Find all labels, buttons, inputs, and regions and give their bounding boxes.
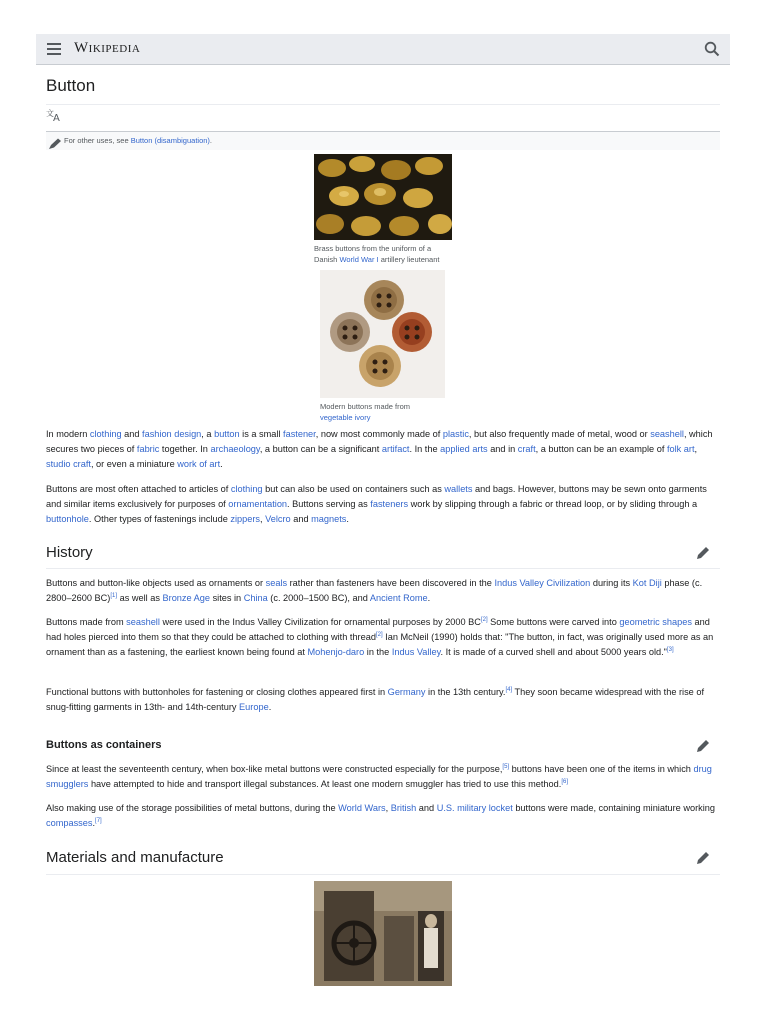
paragraph-text: phase (c. 2800–2600 BC) [46, 578, 703, 604]
wikipedia-wordmark[interactable]: Wikipedia [74, 40, 141, 56]
history-paragraph-3 [46, 685, 716, 715]
paragraph-text: is a small [239, 429, 284, 439]
inline-link[interactable]: ornamentation [228, 499, 288, 510]
paragraph-text: , or even a miniature [90, 459, 178, 470]
paragraph-text: (c. 2000–1500 BC), and [267, 593, 370, 604]
hatnote-end: . [209, 136, 213, 145]
caption-link[interactable]: World War I [339, 255, 379, 264]
inline-link[interactable]: clothing [89, 429, 122, 439]
paragraph-text: Since at least the seventeenth century, when box-like metal buttons were constructed especially for the purpose, [46, 764, 503, 774]
inline-link[interactable]: buttonhole [46, 514, 89, 525]
factory-photo-image[interactable] [314, 881, 452, 986]
paragraph-text: Buttons and button-like objects used as ornaments or [46, 578, 266, 588]
inline-link[interactable]: Indus Valley [391, 647, 441, 658]
inline-link[interactable]: fastener [283, 429, 316, 439]
paragraph-text: sites in [210, 593, 244, 604]
inline-link[interactable]: zippers [230, 514, 261, 525]
brass-buttons-image[interactable] [314, 154, 452, 240]
caption-text: Brass buttons from the uniform of a Danish [314, 244, 432, 264]
inline-link[interactable]: seals [265, 578, 288, 588]
citation-link[interactable]: [6] [561, 779, 568, 786]
paragraph-text: together. In [159, 444, 211, 455]
inline-link[interactable]: wallets [444, 484, 473, 494]
paragraph-text: . [220, 459, 223, 470]
inline-link[interactable]: Indus Valley Civilization [494, 578, 591, 588]
paragraph-text: . [427, 593, 431, 604]
citation-link[interactable]: [2] [375, 632, 383, 639]
inline-link[interactable]: seashell [650, 429, 684, 439]
inline-link[interactable]: British [390, 803, 417, 813]
inline-link[interactable]: fabric [136, 444, 160, 455]
paragraph-text: , a [201, 429, 215, 439]
paragraph-text: , [694, 444, 698, 455]
figure-caption-1 [314, 243, 454, 265]
paragraph-text: In modern [46, 429, 90, 439]
inline-link[interactable]: Kot Diji [632, 578, 662, 588]
paragraph-text: , but also frequently made of metal, wood or [468, 429, 651, 439]
intro-paragraph-1 [46, 427, 716, 473]
hatnote-text: For other uses, see [64, 136, 131, 145]
containers-paragraph-1 [46, 762, 716, 792]
paragraph-text: , a button can be a significant [259, 444, 382, 455]
search-icon[interactable] [704, 41, 720, 57]
inline-link[interactable]: folk art [666, 444, 695, 455]
paragraph-text: , [385, 803, 391, 813]
section-divider [46, 874, 720, 875]
paragraph-text: in the 13th century. [425, 687, 506, 697]
paragraph-text: Buttons made from [46, 617, 127, 627]
inline-link[interactable]: geometric shapes [619, 617, 692, 627]
paragraph-text: and bags. However, buttons may be sewn onto garments and similar items exclusively for purposes of [46, 484, 707, 510]
figure-caption-2 [320, 401, 440, 423]
paragraph-text: Some buttons were carved into [487, 617, 620, 627]
intro-paragraph-2 [46, 482, 716, 528]
inline-link[interactable]: China [243, 593, 268, 604]
pencil-icon [48, 138, 62, 150]
inline-link[interactable]: applied arts [440, 444, 488, 455]
paragraph-text: buttons have been one of the items in which [509, 764, 694, 774]
svg-text:A: A [53, 113, 60, 123]
paragraph-text: Functional buttons with buttonholes for fastening or closing clothes appeared first in [46, 687, 388, 697]
inline-link[interactable]: seashell [126, 617, 160, 627]
inline-link[interactable]: World Wars [338, 803, 386, 813]
paragraph-text: They soon became widespread with the rise of snug-fitting garments in 13th- and 14th-century [46, 687, 705, 713]
inline-link[interactable]: compasses [46, 818, 93, 829]
vegetable-ivory-buttons-image[interactable] [320, 270, 445, 398]
paragraph-text: . [92, 818, 96, 829]
page-title: Button [46, 76, 96, 95]
inline-link[interactable]: Bronze Age [162, 593, 211, 604]
edit-pencil-icon[interactable] [695, 850, 711, 866]
inline-link[interactable]: archaeology [210, 444, 260, 455]
paragraph-text: rather than fasteners have been discovered in the [287, 578, 495, 588]
inline-link[interactable]: work of art [177, 459, 221, 470]
language-icon[interactable] [46, 107, 64, 126]
containers-heading: Buttons as containers [46, 739, 162, 751]
paragraph-text: . Buttons serving as [287, 499, 371, 510]
materials-heading: Materials and manufacture [46, 849, 224, 866]
paragraph-text: in the [364, 647, 392, 658]
inline-link[interactable]: fasteners [370, 499, 409, 510]
caption-text: artillery lieutenant [378, 255, 440, 264]
hatnote-link[interactable]: Button (disambiguation) [130, 136, 210, 145]
paragraph-text: Buttons are most often attached to articles of [46, 484, 231, 494]
paragraph-text: and had holes pierced into them so that they could be attached to clothing with thread [46, 617, 710, 643]
paragraph-text: , [260, 514, 266, 525]
caption-link[interactable]: vegetable ivory [320, 413, 371, 422]
inline-link[interactable]: craft [517, 444, 536, 455]
paragraph-text: . [346, 514, 349, 525]
paragraph-text: work by slipping through a fabric or thread loop, or by sliding through a [408, 499, 698, 510]
paragraph-text: were used in the Indus Valley Civilization for ornamental purposes by 2000 BC [159, 617, 481, 627]
inline-link[interactable]: artifact [381, 444, 410, 455]
paragraph-text: and [290, 514, 312, 525]
paragraph-text: have attempted to hide and transport illegal substances. At least one modern smuggler has tried to use this method. [88, 779, 562, 790]
paragraph-text: buttons were made, containing miniature working [512, 803, 715, 813]
paragraph-text: . [268, 702, 272, 713]
containers-paragraph-2 [46, 801, 716, 831]
inline-link[interactable]: Velcro [265, 514, 291, 525]
inline-link[interactable]: Mohenjo-daro [307, 647, 365, 658]
inline-link[interactable]: plastic [442, 429, 469, 439]
paragraph-text: and in [487, 444, 518, 455]
history-paragraph-2 [46, 615, 716, 661]
history-heading: History [46, 544, 93, 561]
inline-link[interactable]: drug smugglers [46, 764, 712, 790]
paragraph-text: , a button can be an example of [535, 444, 667, 455]
edit-pencil-icon[interactable] [695, 545, 711, 561]
paragraph-text: during its [590, 578, 633, 588]
section-divider [46, 568, 720, 569]
citation-link[interactable]: [5] [502, 763, 510, 770]
inline-link[interactable]: Germany [387, 687, 426, 697]
paragraph-text: and [416, 803, 437, 813]
paragraph-text: . In the [409, 444, 441, 455]
inline-link[interactable]: Ancient Rome [369, 593, 428, 604]
paragraph-text: but can also be used on containers such as [262, 484, 445, 494]
citation-link[interactable]: [7] [95, 818, 102, 825]
paragraph-text: , which secures two pieces of [46, 429, 713, 455]
paragraph-text: and [121, 429, 143, 439]
svg-text:文: 文 [46, 109, 54, 118]
paragraph-text: as well as [117, 593, 163, 604]
paragraph-text: Also making use of the storage possibilities of metal buttons, during the [46, 803, 339, 813]
title-divider [46, 104, 720, 105]
edit-pencil-icon[interactable] [695, 738, 711, 754]
paragraph-text: . It is made of a curved shell and about 5000 years old." [440, 647, 667, 658]
citation-link[interactable]: [2] [480, 616, 488, 623]
inline-link[interactable]: button [214, 429, 240, 439]
paragraph-text: . Other types of fastenings include [88, 514, 231, 525]
citation-link[interactable]: [4] [505, 686, 513, 693]
inline-link[interactable]: fashion design [142, 429, 202, 439]
inline-link[interactable]: magnets [311, 514, 347, 525]
inline-link[interactable]: U.S. military locket [436, 803, 513, 813]
citation-link[interactable]: [1] [110, 593, 118, 600]
header-bar [36, 34, 730, 65]
hamburger-menu-icon[interactable] [47, 43, 61, 55]
paragraph-text: Ian McNeil (1990) holds that: "The button, in fact, was originally used more as an ornament than as a fastening, the earliest known being found at [46, 632, 714, 658]
inline-link[interactable]: Europe [239, 702, 269, 713]
caption-text: Modern buttons made from [320, 402, 411, 411]
inline-link[interactable]: studio craft [46, 459, 91, 470]
citation-link[interactable]: [3] [666, 647, 674, 654]
hatnote [46, 131, 720, 150]
paragraph-text: , now most commonly made of [315, 429, 443, 439]
inline-link[interactable]: clothing [230, 484, 263, 494]
history-paragraph-1 [46, 576, 716, 606]
